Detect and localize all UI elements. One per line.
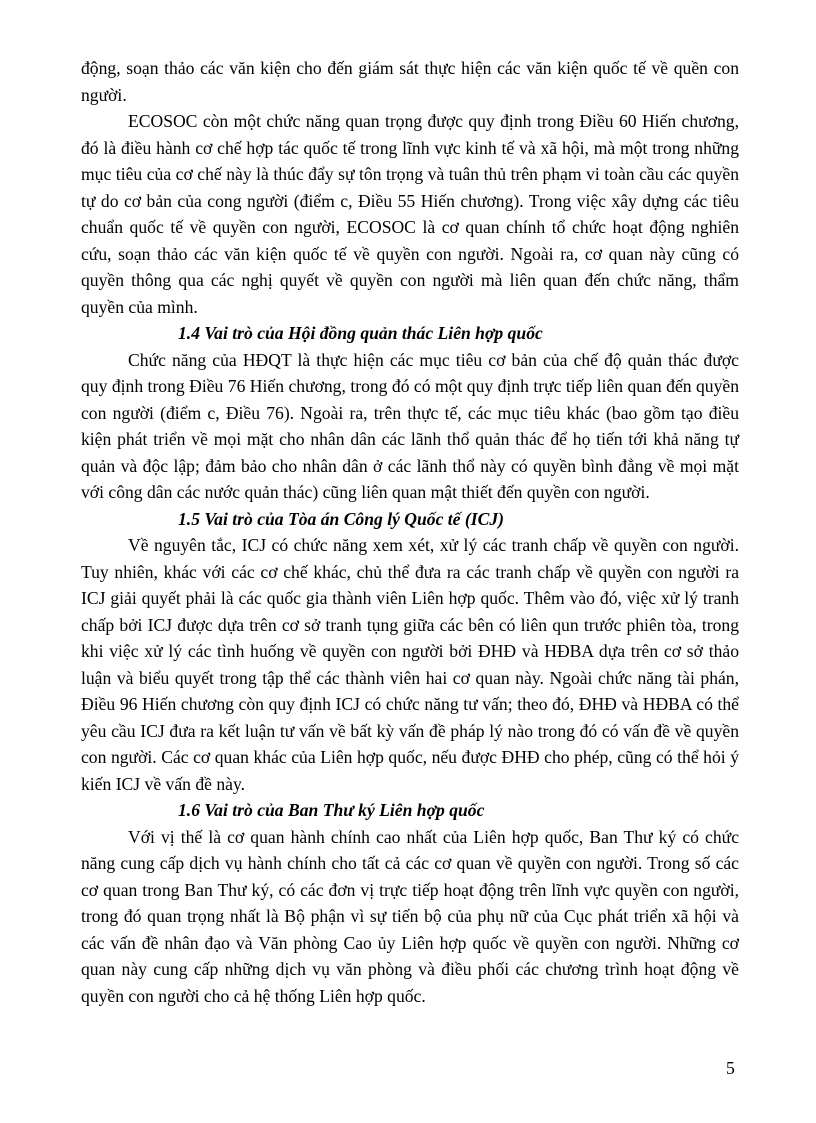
section-heading-1-4: 1.4 Vai trò của Hội đồng quản thác Liên hợp quốc [178, 323, 543, 343]
paragraph-secretariat: Với vị thế là cơ quan hành chính cao nhất của Liên hợp quốc, Ban Thư ký có chức năng cung cấp dịch vụ hành chính cho tất cả các cơ quan về quyền con người. Trong số các cơ quan trong Ban Thư ký, có các đơn vị trực tiếp hoạt động trên lĩnh vực quyền con người, trong đó quan trọng nhất là Bộ phận vì sự tiến bộ của phụ nữ của Cục phát triển xã hội và các vấn đề nhân đạo và Văn phòng Cao ủy Liên hợp quốc về quyền con người. Những cơ quan này cung cấp những dịch vụ văn phòng và điều phối các chương trình hoạt động về quyền con người cho cả hệ thống Liên hợp quốc. [81, 826, 739, 1006]
section-heading-1-5: 1.5 Vai trò của Tòa án Công lý Quốc tế (ICJ) [178, 508, 504, 529]
paragraph-trusteeship: Chức năng của HĐQT là thực hiện các mục tiêu cơ bản của chế độ quản thác được quy định trong Điều 76 Hiến chương, trong đó có một quy định trực tiếp liên quan đến quyền con người (điểm c, Điều 76). Ngoài ra, trên thực tế, các mục tiêu khác (bao gồm tạo điều kiện phát triển về mọi mặt cho nhân dân các lãnh thổ quản thác để họ tiến tới khả năng tự quản và độc lập; đảm bảo cho nhân dân ở các lãnh thổ này có quyền bình đẳng về mọi mặt với công dân các nước quản thác) cũng liên quan mật thiết đến quyền con người. [81, 349, 739, 502]
section-heading-1-6: 1.6 Vai trò của Ban Thư ký Liên hợp quốc [178, 800, 485, 820]
paragraph-ecosoc: ECOSOC còn một chức năng quan trọng được quy định trong Điều 60 Hiến chương, đó là điều hành cơ chế hợp tác quốc tế trong lĩnh vực kinh tế và xã hội, mà một trong những mục tiêu của cơ chế này là thúc đẩy sự tôn trọng và tuân thủ trên phạm vi toàn cầu các quyền tự do cơ bản của cong người (điểm c, Điều 55 Hiến chương). Trong việc xây dựng các tiêu chuẩn quốc tế về quyền con người, ECOSOC là cơ quan chính tổ chức hoạt động nghiên cứu, soạn thảo các văn kiện quốc tế về quyền con người. Ngoài ra, cơ quan này cũng có quyền thông qua các nghị quyết về quyền con người mà liên quan đến chức năng, thẩm quyền của mình. [81, 111, 739, 317]
page-number: 5 [726, 1058, 735, 1078]
paragraph-icj: Về nguyên tắc, ICJ có chức năng xem xét, xử lý các tranh chấp về quyền con người. Tuy nhiên, khác với các cơ chế khác, chủ thể đưa ra các tranh chấp về quyền con người ra ICJ giải quyết phải là các quốc gia thành viên Liên hợp quốc. Thêm vào đó, việc xử lý tranh chấp bởi ICJ được dựa trên cơ sở tranh tụng giữa các bên có liên qun trước phiên tòa, trong khi việc xử lý các tình huống về quyền con người bởi ĐHĐ và HĐBA dựa trên cơ sở thảo luận và biểu quyết trong tập thể các thành viên hai cơ quan này. Ngoài chức năng tài phán, Điều 96 Hiến chương còn quy định ICJ có chức năng tư vấn; theo đó, ĐHĐ và HĐBA có thể yêu cầu ICJ đưa ra kết luận tư vấn về bất kỳ vấn đề pháp lý nào trong đó có vấn đề về quyền con người. Các cơ quan khác của Liên hợp quốc, nếu được ĐHĐ cho phép, cũng có thể hỏi ý kiến ICJ về vấn đề này. [81, 535, 739, 794]
paragraph-continuation: động, soạn thảo các văn kiện cho đến giám sát thực hiện các văn kiện quốc tế về quền con người. [81, 58, 739, 105]
document-body [81, 55, 739, 1009]
